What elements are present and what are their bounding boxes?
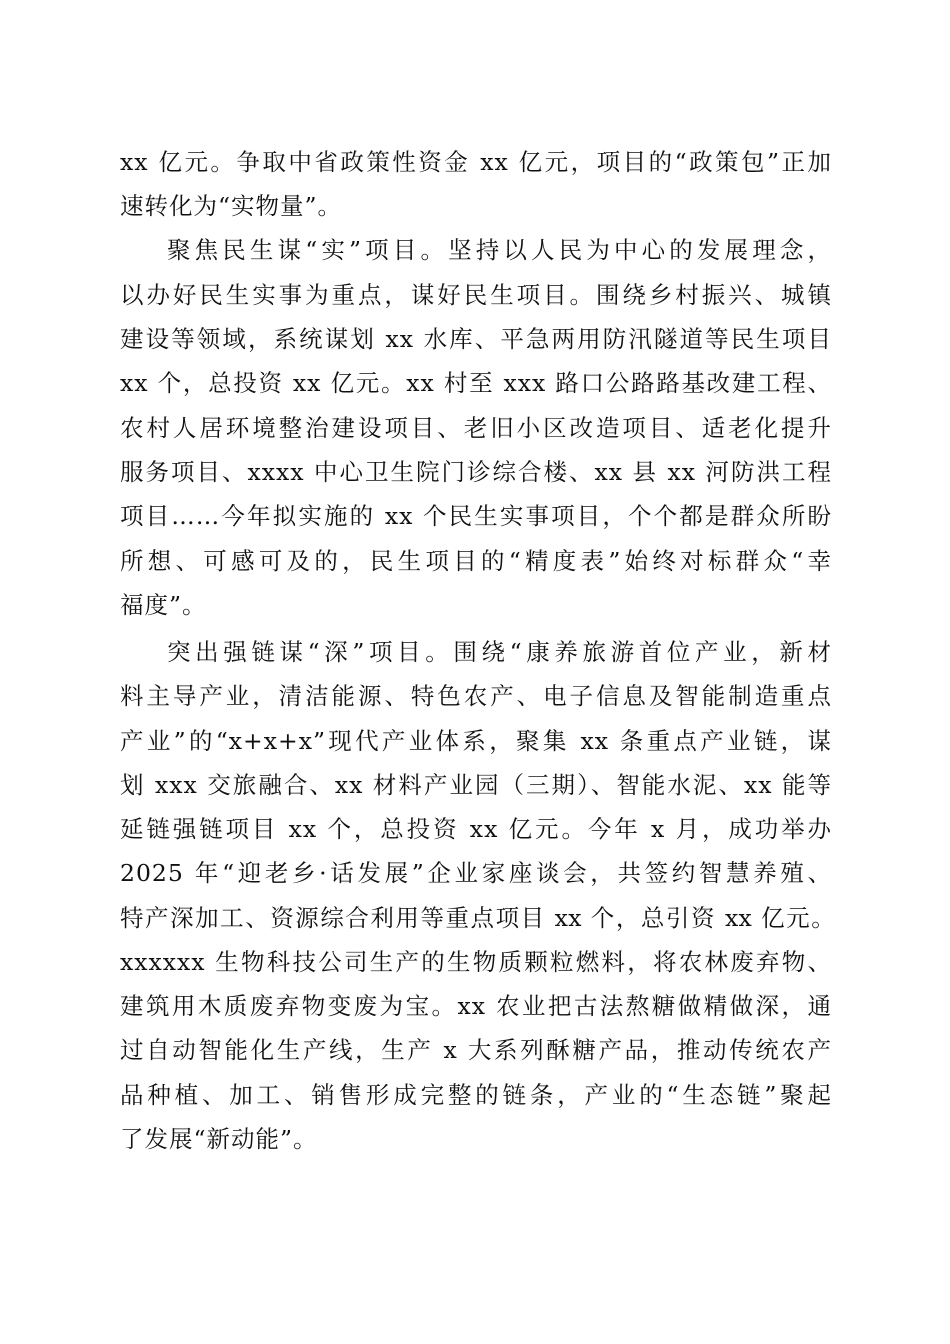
paragraph-3-line-8: xxxxxx 生物科技公司生产的生物质颗粒燃料，将农林废弃物、 xyxy=(120,948,832,976)
paragraph-3-line-6: 2025 年“迎老乡·话发展”企业家座谈会，共签约智慧养殖、 xyxy=(120,859,832,887)
paragraph-2-line-6: 服务项目、xxxx 中心卫生院门诊综合楼、xx 县 xx 河防洪工程 xyxy=(120,458,832,486)
paragraph-3-line-4: 划 xxx 交旅融合、xx 材料产业园（三期）、智能水泥、xx 能等 xyxy=(120,771,832,799)
paragraph-2-line-1: 聚焦民生谋“实”项目。坚持以人民为中心的发展理念， xyxy=(167,236,832,264)
paragraph-2-line-4: xx 个，总投资 xx 亿元。xx 村至 xxx 路口公路路基改建工程、 xyxy=(120,369,832,397)
paragraph-2-line-7: 项目……今年拟实施的 xx 个民生实事项目，个个都是群众所盼 xyxy=(120,502,832,530)
paragraph-3-line-9: 建筑用木质废弃物变废为宝。xx 农业把古法熬糖做精做深，通 xyxy=(120,992,832,1020)
paragraph-2-line-8: 所想、可感可及的，民生项目的“精度表”始终对标群众“幸 xyxy=(120,547,832,575)
paragraph-1-line-2: 速转化为“实物量”。 xyxy=(120,192,343,220)
paragraph-2-line-5: 农村人居环境整治建设项目、老旧小区改造项目、适老化提升 xyxy=(120,414,832,442)
paragraph-2-line-2: 以办好民生实事为重点，谋好民生项目。围绕乡村振兴、城镇 xyxy=(120,281,832,309)
paragraph-2-line-9: 福度”。 xyxy=(120,591,207,619)
paragraph-3-line-1: 突出强链谋“深”项目。围绕“康养旅游首位产业，新材 xyxy=(167,638,832,666)
paragraph-3-line-3: 产业”的“x+x+x”现代产业体系，聚集 xx 条重点产业链，谋 xyxy=(120,727,832,755)
paragraph-1-line-1: xx 亿元。争取中省政策性资金 xx 亿元，项目的“政策包”正加 xyxy=(120,148,832,176)
paragraph-3-line-10: 过自动智能化生产线，生产 x 大系列酥糖产品，推动传统农产 xyxy=(120,1036,832,1064)
paragraph-3-line-2: 料主导产业，清洁能源、特色农产、电子信息及智能制造重点 xyxy=(120,682,832,710)
paragraph-3-line-7: 特产深加工、资源综合利用等重点项目 xx 个，总引资 xx 亿元。 xyxy=(120,904,835,932)
paragraph-2-line-3: 建设等领域，系统谋划 xx 水库、平急两用防汛隧道等民生项目 xyxy=(120,325,832,353)
paragraph-3-line-12: 了发展“新动能”。 xyxy=(120,1125,318,1153)
paragraph-3-line-5: 延链强链项目 xx 个，总投资 xx 亿元。今年 x 月，成功举办 xyxy=(120,815,832,843)
paragraph-3-line-11: 品种植、加工、销售形成完整的链条，产业的“生态链”聚起 xyxy=(120,1081,832,1109)
